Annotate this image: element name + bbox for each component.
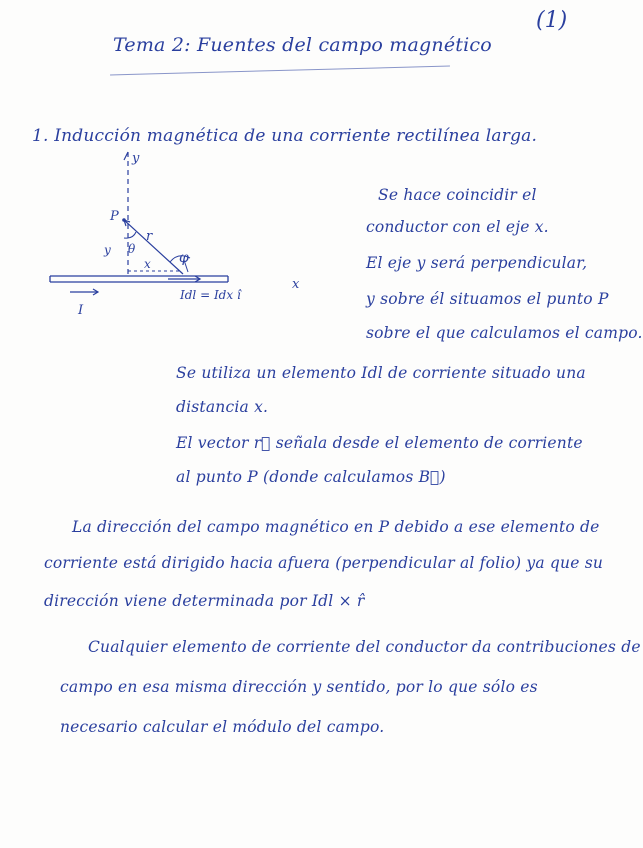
- middle-note-line-1: Se utiliza un elemento Idl de corriente situado una: [176, 364, 586, 382]
- theta-label: θ: [128, 242, 136, 256]
- idl-label: Idl = Idx î: [180, 288, 241, 302]
- paragraph-1-line-3: dirección viene determinada por Idl × r̂: [44, 592, 365, 610]
- right-note-line-4: y sobre él situamos el punto P: [366, 290, 609, 308]
- right-note-line-2: conductor con el eje x.: [366, 218, 549, 236]
- y-axis-label: y: [132, 151, 140, 166]
- right-note-line-1: Se hace coincidir el: [378, 186, 537, 204]
- middle-note-line-4: al punto P (donde calculamos B⃗): [176, 468, 446, 486]
- wire-field-diagram: [40, 140, 330, 330]
- paragraph-2-line-3: necesario calcular el módulo del campo.: [60, 718, 385, 736]
- point-p-label: P: [110, 209, 119, 224]
- paragraph-1-line-2: corriente está dirigido hacia afuera (perpendicular al folio) ya que su: [44, 554, 604, 572]
- r-vector-label: r: [146, 229, 153, 244]
- x-distance-label: x: [144, 257, 151, 271]
- y-distance-label: y: [104, 243, 111, 257]
- paragraph-2-line-2: campo en esa misma dirección y sentido, por lo que sólo es: [60, 678, 538, 696]
- phi-label: φ: [179, 250, 189, 266]
- paragraph-2-line-1: Cualquier elemento de corriente del conductor da contribuciones de: [88, 638, 641, 656]
- section-heading: 1. Inducción magnética de una corriente rectilínea larga.: [32, 126, 538, 146]
- right-note-line-3: El eje y será perpendicular,: [366, 254, 588, 272]
- paragraph-1-line-1: La dirección del campo magnético en P debido a ese elemento de: [72, 518, 600, 536]
- title-underline: [110, 66, 450, 76]
- page-title: Tema 2: Fuentes del campo magnético: [113, 34, 492, 56]
- current-label: I: [78, 303, 84, 318]
- page-number: (1): [536, 8, 568, 33]
- x-axis-label: x: [292, 277, 300, 292]
- middle-note-line-2: distancia x.: [176, 398, 269, 416]
- middle-note-line-3: El vector r⃗ señala desde el elemento de corriente: [176, 434, 583, 452]
- right-note-line-5: sobre el que calculamos el campo.: [366, 324, 643, 342]
